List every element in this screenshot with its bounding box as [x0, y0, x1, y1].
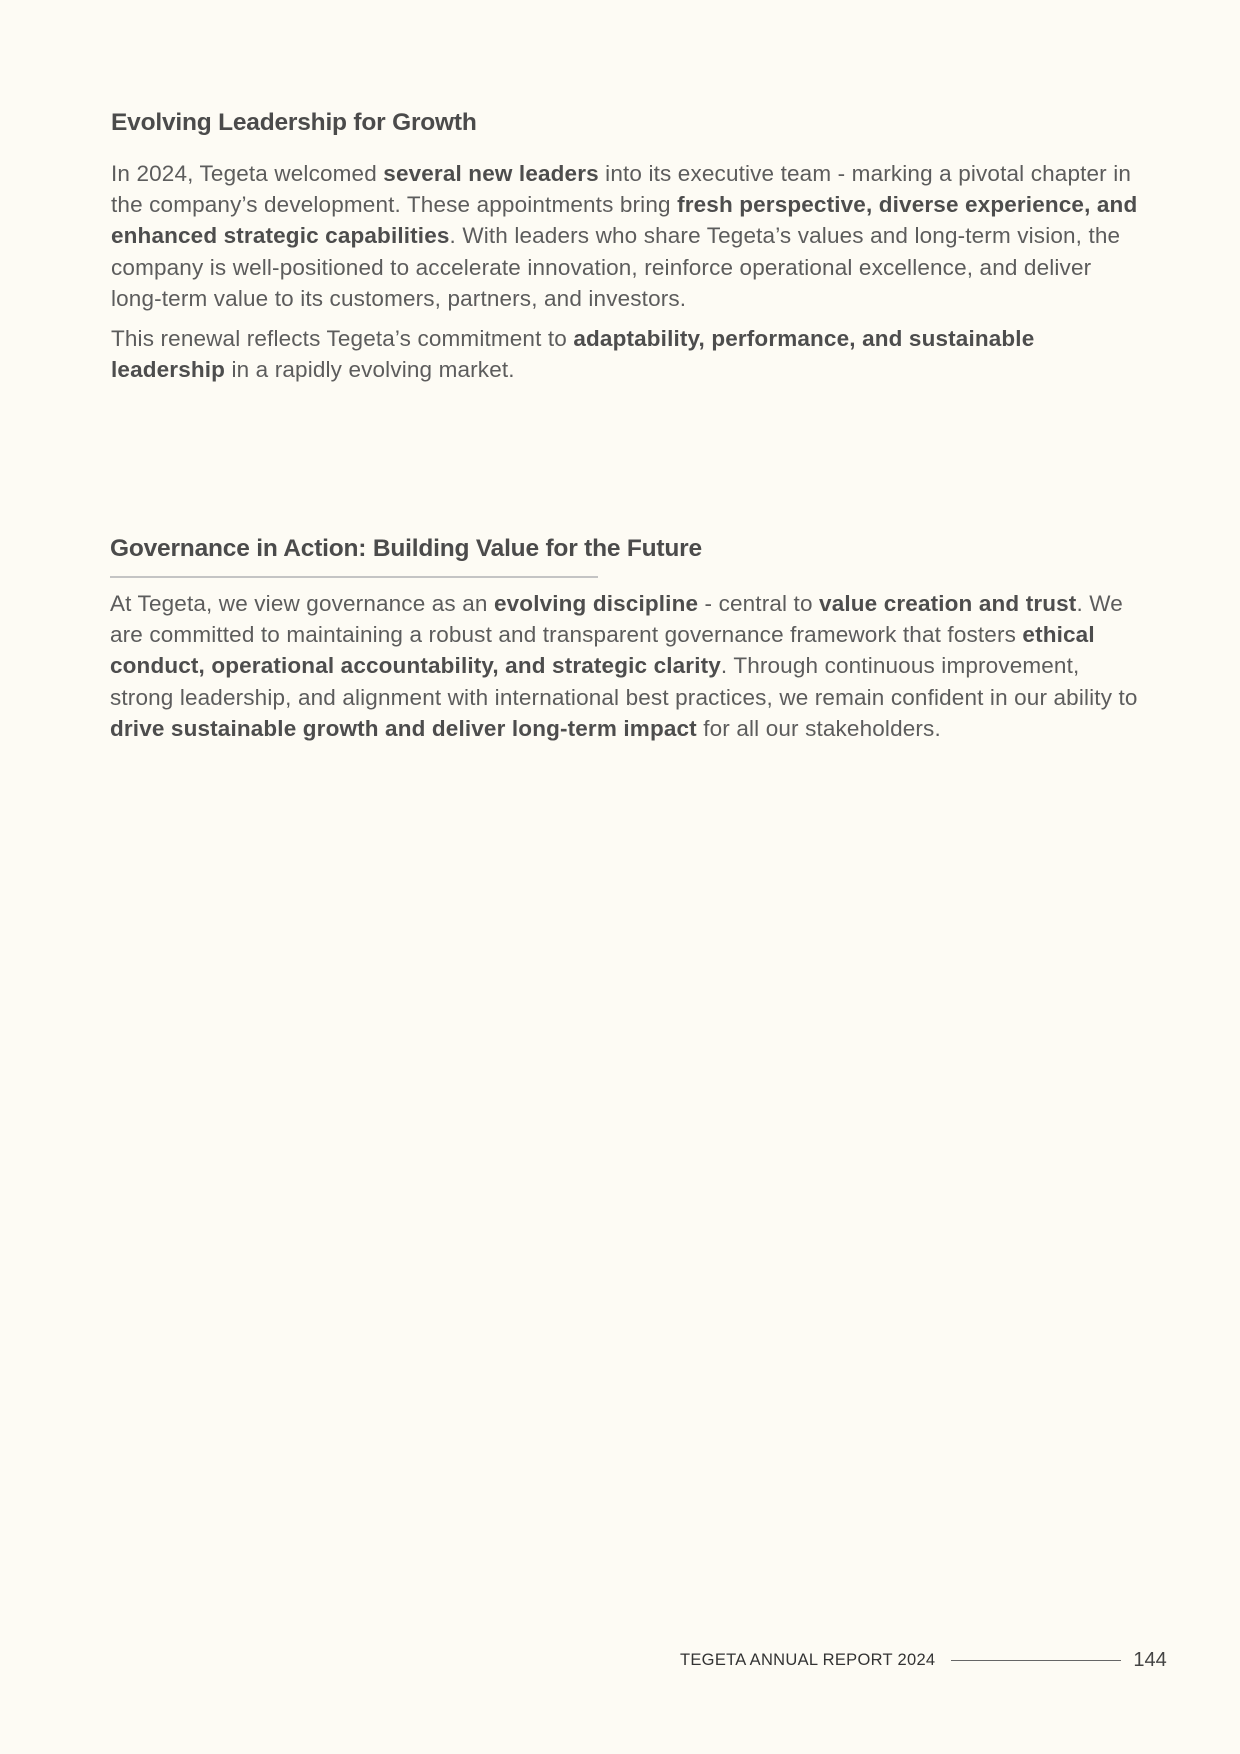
text-run: for all our stakeholders.: [696, 715, 941, 741]
governance-heading: Governance in Action: Building Value for the Future: [110, 535, 702, 562]
governance-paragraph: [110, 588, 1140, 744]
text-run-bold: adaptability, performance, and sustainable leadership: [111, 326, 1035, 383]
text-run-bold: fresh perspective, diverse experience, and enhanced strategic capabilities: [111, 192, 1138, 249]
text-run-bold: several new leaders: [383, 161, 599, 186]
text-run: . We are committed to maintaining a robust and transparent governance framework that fosters: [110, 591, 1123, 648]
leadership-section: [111, 106, 1141, 385]
text-run: in a rapidly evolving market.: [225, 357, 515, 383]
text-run-bold: value creation and trust: [819, 591, 1077, 616]
page-number: 144: [1133, 1648, 1167, 1671]
leadership-paragraph-2: [111, 323, 1141, 385]
text-run: - central to: [698, 591, 820, 616]
heading-divider: [110, 576, 598, 578]
text-run: . Through continuous improvement, strong leadership, and alignment with international best practices, we remain confident in our ability to: [110, 653, 1138, 710]
text-run-bold: ethical conduct, operational accountability, and strategic clarity: [110, 622, 1095, 679]
text-run: In 2024, Tegeta welcomed: [111, 161, 384, 186]
leadership-heading: Evolving Leadership for Growth: [111, 109, 477, 136]
report-title: TEGETA ANNUAL REPORT 2024: [680, 1650, 936, 1669]
governance-section: [110, 532, 1140, 744]
text-run-bold: drive sustainable growth and deliver long-term impact: [110, 715, 697, 741]
text-run-bold: evolving discipline: [493, 591, 699, 616]
text-run: At Tegeta, we view governance as an: [110, 591, 494, 616]
text-run: into its executive team - marking a pivotal chapter in the company’s development. These appointments bring: [111, 161, 1132, 218]
text-run: . With leaders who share Tegeta’s values and long-term vision, the company is well-positioned to accelerate innovation, reinforce operational excellence, and deliver long-term value to its customers, partners, and investors.: [111, 223, 1121, 311]
text-run: This renewal reflects Tegeta’s commitment to: [111, 326, 574, 352]
footer-divider: [951, 1660, 1121, 1661]
leadership-paragraph-1: [111, 158, 1141, 314]
page-footer: [680, 1646, 1167, 1674]
